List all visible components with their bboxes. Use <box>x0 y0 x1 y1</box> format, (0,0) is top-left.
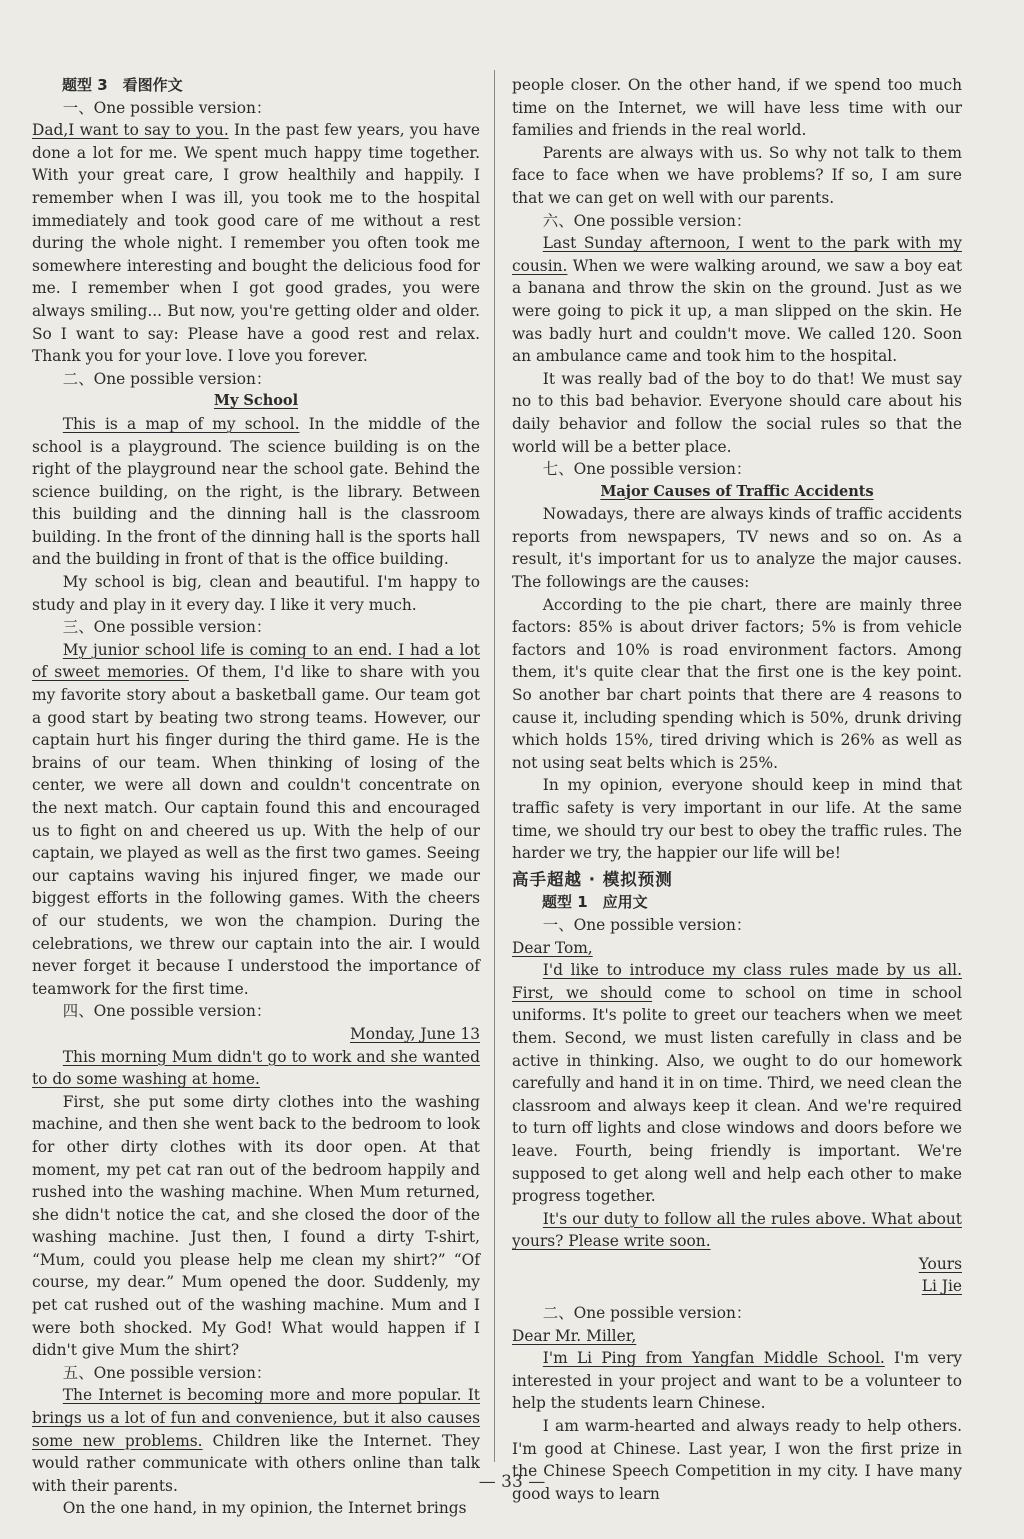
paragraph: I'd like to introduce my class rules made by us all. First, we should come to school on time in school uniforms. It's polite to greet our teachers when we meet them. Second, we must listen carefully in class and be active in thinking. Also, we ought to do our homework carefully and hand it in on time. Third, we need clean the classroom and always keep it clean. And we're required to turn off lights and close windows and doors before we leave. Fourth, being friendly is important. We're supposed to get along well and help each other to make progress together. <box>512 961 963 1206</box>
version-label-3: 三、One possible version： <box>62 618 272 637</box>
paragraph: The Internet is becoming more and more popular. It brings us a lot of fun and convenience, but it also causes some new problems. Children like the Internet. They would rather communicate with others online than talk with their parents. <box>32 1386 480 1495</box>
version-label-a2: 二、One possible version： <box>542 1304 752 1323</box>
essay-title: Major Causes of Traffic Accidents <box>600 482 874 500</box>
version-label-1: 一、One possible version： <box>62 98 272 117</box>
underlined-text: The Internet is becoming more and more popular. It brings us a lot of fun and convenience, but it also causes some new problems. <box>32 1386 480 1450</box>
underlined-text: I'm Li Ping from Yangfan Middle School. <box>542 1349 885 1368</box>
paragraph: It was really bad of the boy to do that! We must say no to this bad behavior. Everyone should care about his daily behavior and follow the social rules so that the world will be a better place. <box>512 369 962 456</box>
left-column <box>32 74 480 1520</box>
paragraph: On the one hand, in my opinion, the Internet brings <box>62 1499 467 1518</box>
underlined-text: Last Sunday afternoon, I went to the park with my cousin. <box>512 234 962 275</box>
version-label-2: 二、One possible version： <box>62 369 272 388</box>
paragraph <box>512 1208 962 1253</box>
paragraph: First, she put some dirty clothes into the washing machine, and then she went back to the bedroom to look for other dirty clothes with its door open. At that moment, my pet cat ran out of the bedroom happily and rushed into the washing machine. When Mum returned, she didn't notice the cat, and she closed the door of the washing machine. Just then, I found a dirty T-shirt, “Mum, could you please help me clean my shirt?” “Of course, my dear.” Mum opened the door. Suddenly, my pet cat rushed out of the washing machine. Mum and I were both shocked. My God! What would happen if I didn't give Mum the shirt? <box>32 1092 480 1360</box>
underlined-text: This is a map of my school. <box>62 414 300 433</box>
version-label-7: 七、One possible version： <box>542 460 752 479</box>
essay-title: My School <box>213 392 299 410</box>
version-label-a1: 一、One possible version： <box>542 915 752 934</box>
section-heading: 题型 1 应用文 <box>542 893 648 912</box>
version-label-6: 六、One possible version： <box>542 211 752 230</box>
paragraph: Parents are always with us. So why not talk to them face to face when we have problems? If so, I am sure that we can get on well with our parents. <box>512 143 962 207</box>
underlined-text: It's our duty to follow all the rules above. What about yours? Please write soon. <box>512 1209 962 1251</box>
underlined-text: I'd like to introduce my class rules made by us all. First, we should <box>512 961 962 1002</box>
paragraph: This is a map of my school. In the middle of the school is a playground. The science building is on the right of the playground near the school gate. Behind the science building, on the right, is the library. Between this building and the dinning hall is the classroom building. In the front of the dinning hall is the sports hall and the building in front of that is the office building. <box>32 414 480 569</box>
letter-signature: Li Jie <box>921 1277 962 1296</box>
part-heading: 高手超越 · 模拟预测 <box>512 869 673 889</box>
paragraph: Last Sunday afternoon, I went to the park with my cousin. When we were walking around, we saw a boy eat a banana and throw the skin on the ground. Just as we were going to pick it up, a man slipped on the skin. He was badly hurt and couldn't move. We called 120. Soon an ambulance came and took him to the hospital. <box>512 234 962 366</box>
paragraph: I'm Li Ping from Yangfan Middle School. I'm very interested in your project and want to be a volunteer to help the students learn Chinese. <box>512 1349 963 1413</box>
letter-closing: Yours <box>918 1254 962 1273</box>
paragraph <box>32 1046 480 1091</box>
section-heading: 题型 3 看图作文 <box>62 76 183 94</box>
letter-greeting: Dear Tom, <box>512 938 593 957</box>
paragraph: My school is big, clean and beautiful. I'm happy to study and play in it every day. I like it very much. <box>32 573 480 614</box>
page-number: — 33 — <box>478 1472 546 1492</box>
paragraph: According to the pie chart, there are mainly three factors: 85% is about driver factors; 5% is from vehicle factors and 10% is road environment factors. Among them, it's quite clear that the first one is the key point. So another bar chart points that there are 4 reasons to cause it, including spending which is 50%, drunk driving which holds 15%, tired driving which is 26% as well as not using seat belts which is 25%. <box>512 595 962 772</box>
paragraph: Dad,I want to say to you. In the past few years, you have done a lot for me. We spent much happy time together. With your great care, I grow healthily and happily. I remember when I was ill, you took me to the hospital immediately and took good care of me without a rest during the whole night. I remember you often took me somewhere interesting and bought the delicious food for me. I remember when I got good grades, you were always smiling... But now, you're getting older and older. So I want to say: Please have a good rest and relax. Thank you for your love. I love you forever. <box>32 121 480 366</box>
paragraph: Nowadays, there are always kinds of traffic accidents reports from newspapers, TV news and so on. As a result, it's important for us to analyze the major causes. The followings are the causes: <box>512 505 962 592</box>
paragraph: people closer. On the other hand, if we spend too much time on the Internet, we will have less time with our families and friends in the real world. <box>512 76 962 140</box>
version-label-4: 四、One possible version： <box>62 1002 272 1021</box>
underlined-text: This morning Mum didn't go to work and she wanted to do some washing at home. <box>32 1047 480 1089</box>
version-label-5: 五、One possible version： <box>62 1363 272 1382</box>
column-divider <box>494 70 495 1462</box>
paragraph: In my opinion, everyone should keep in mind that traffic safety is very important in our life. At the same time, we should try our best to obey the traffic rules. The harder we try, the happier our life will be! <box>512 776 962 863</box>
paragraph: I am warm-hearted and always ready to help others. I'm good at Chinese. Last year, I won the first prize in the Chinese Speech Competition in my city. I have many good ways to learn <box>512 1417 962 1503</box>
diary-date: Monday, June 13 <box>350 1024 480 1043</box>
underlined-text: Dad,I want to say to you. <box>32 121 229 140</box>
right-column <box>512 74 962 1505</box>
paragraph: My junior school life is coming to an end. I had a lot of sweet memories. Of them, I'd like to share with you my favorite story about a basketball game. Our team got a good start by beating two strong teams. However, our captain hurt his finger during the third game. He is the brains of our team. When thinking of losing of the center, we were all down and couldn't concentrate on the next match. Our captain found this and encouraged us to fight on and cheered us up. With the help of our captain, we played as well as the first two games. Seeing our captains waving his injured finger, we made our biggest efforts in the following games. With the cheers of our students, we won the champion. During the celebrations, we threw our captain into the air. I would never forget it because I understood the importance of teamwork for the first time. <box>32 640 480 998</box>
underlined-text: My junior school life is coming to an end. I had a lot of sweet memories. <box>32 640 480 682</box>
letter-greeting: Dear Mr. Miller, <box>512 1326 637 1345</box>
